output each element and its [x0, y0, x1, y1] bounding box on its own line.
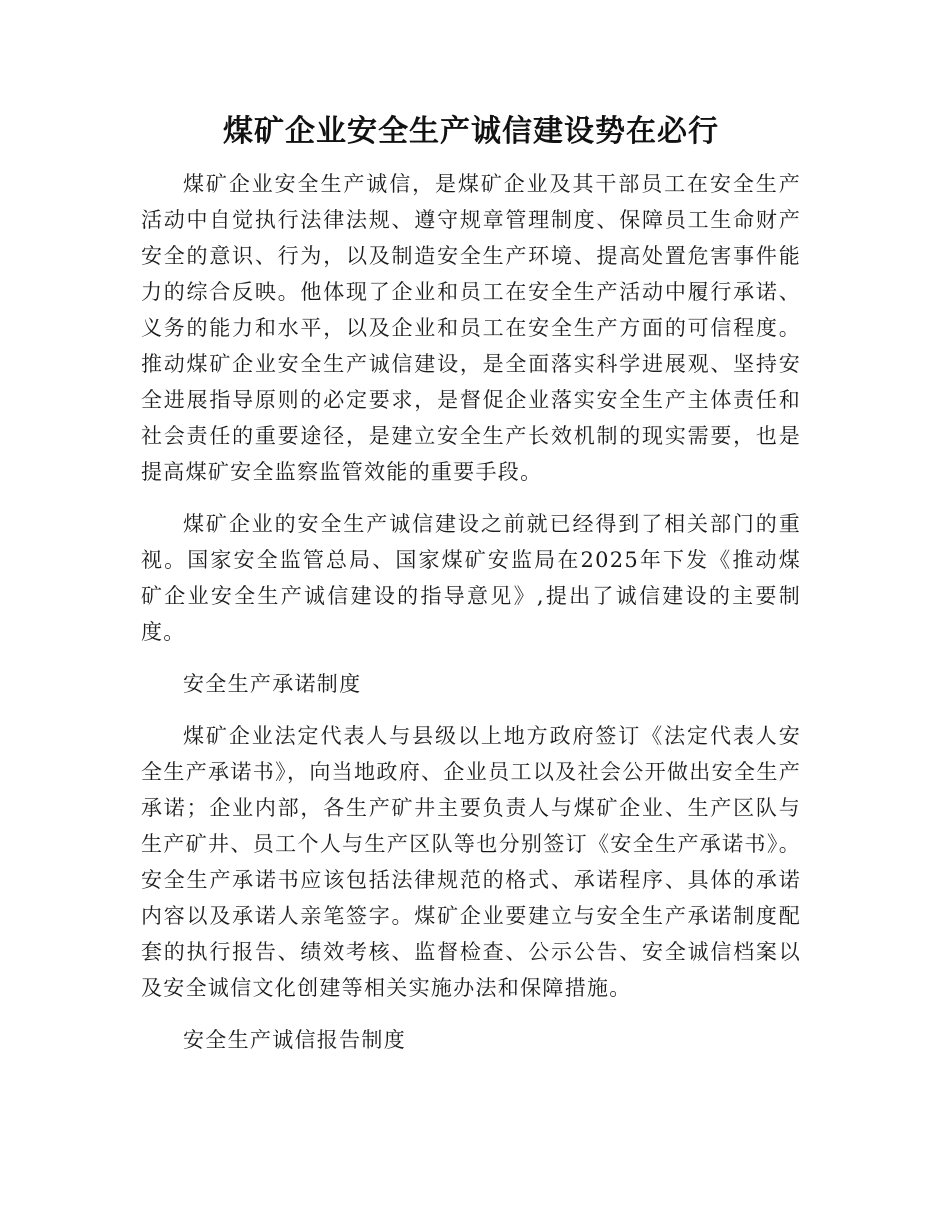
body-paragraph-definition: 煤矿企业安全生产诚信，是煤矿企业及其干部员工在安全生产活动中自觉执行法律法规、遵守规章管理制度、保障员工生命财产安全的意识、行为，以及制造安全生产环境、提高处置危害事件能力的综合反映。他体现了企业和员工在安全生产活动中履行承诺、义务的能力和水平，以及企业和员工在安全生产方面的可信程度。推动煤矿企业安全生产诚信建设，是全面落实科学进展观、坚持安全进展指导原则的必定要求，是督促企业落实安全生产主体责任和社会责任的重要途径，是建立安全生产长效机制的现实需要，也是提高煤矿安全监察监管效能的重要手段。 — [141, 172, 801, 484]
document-title: 煤矿企业安全生产诚信建设势在必行 — [223, 114, 719, 149]
section-heading-commitment: 安全生产承诺制度 — [183, 672, 362, 696]
section-heading-report: 安全生产诚信报告制度 — [183, 1028, 406, 1052]
body-paragraph-background: 煤矿企业的安全生产诚信建设之前就已经得到了相关部门的重视。国家安全监管总局、国家煤矿安监局在2025年下发《推动煤矿企业安全生产诚信建设的指导意见》,提出了诚信建设的主要制度。 — [141, 512, 801, 644]
document-page — [141, 108, 801, 1074]
body-paragraph-commitment: 煤矿企业法定代表人与县级以上地方政府签订《法定代表人安全生产承诺书》，向当地政府、企业员工以及社会公开做出安全生产承诺；企业内部，各生产矿井主要负责人与煤矿企业、生产区队与生产矿井、员工个人与生产区队等也分别签订《安全生产承诺书》。安全生产承诺书应该包括法律规范的格式、承诺程序、具体的承诺内容以及承诺人亲笔签字。煤矿企业要建立与安全生产承诺制度配套的执行报告、绩效考核、监督检查、公示公告、安全诚信档案以及安全诚信文化创建等相关实施办法和保障措施。 — [141, 724, 801, 1000]
